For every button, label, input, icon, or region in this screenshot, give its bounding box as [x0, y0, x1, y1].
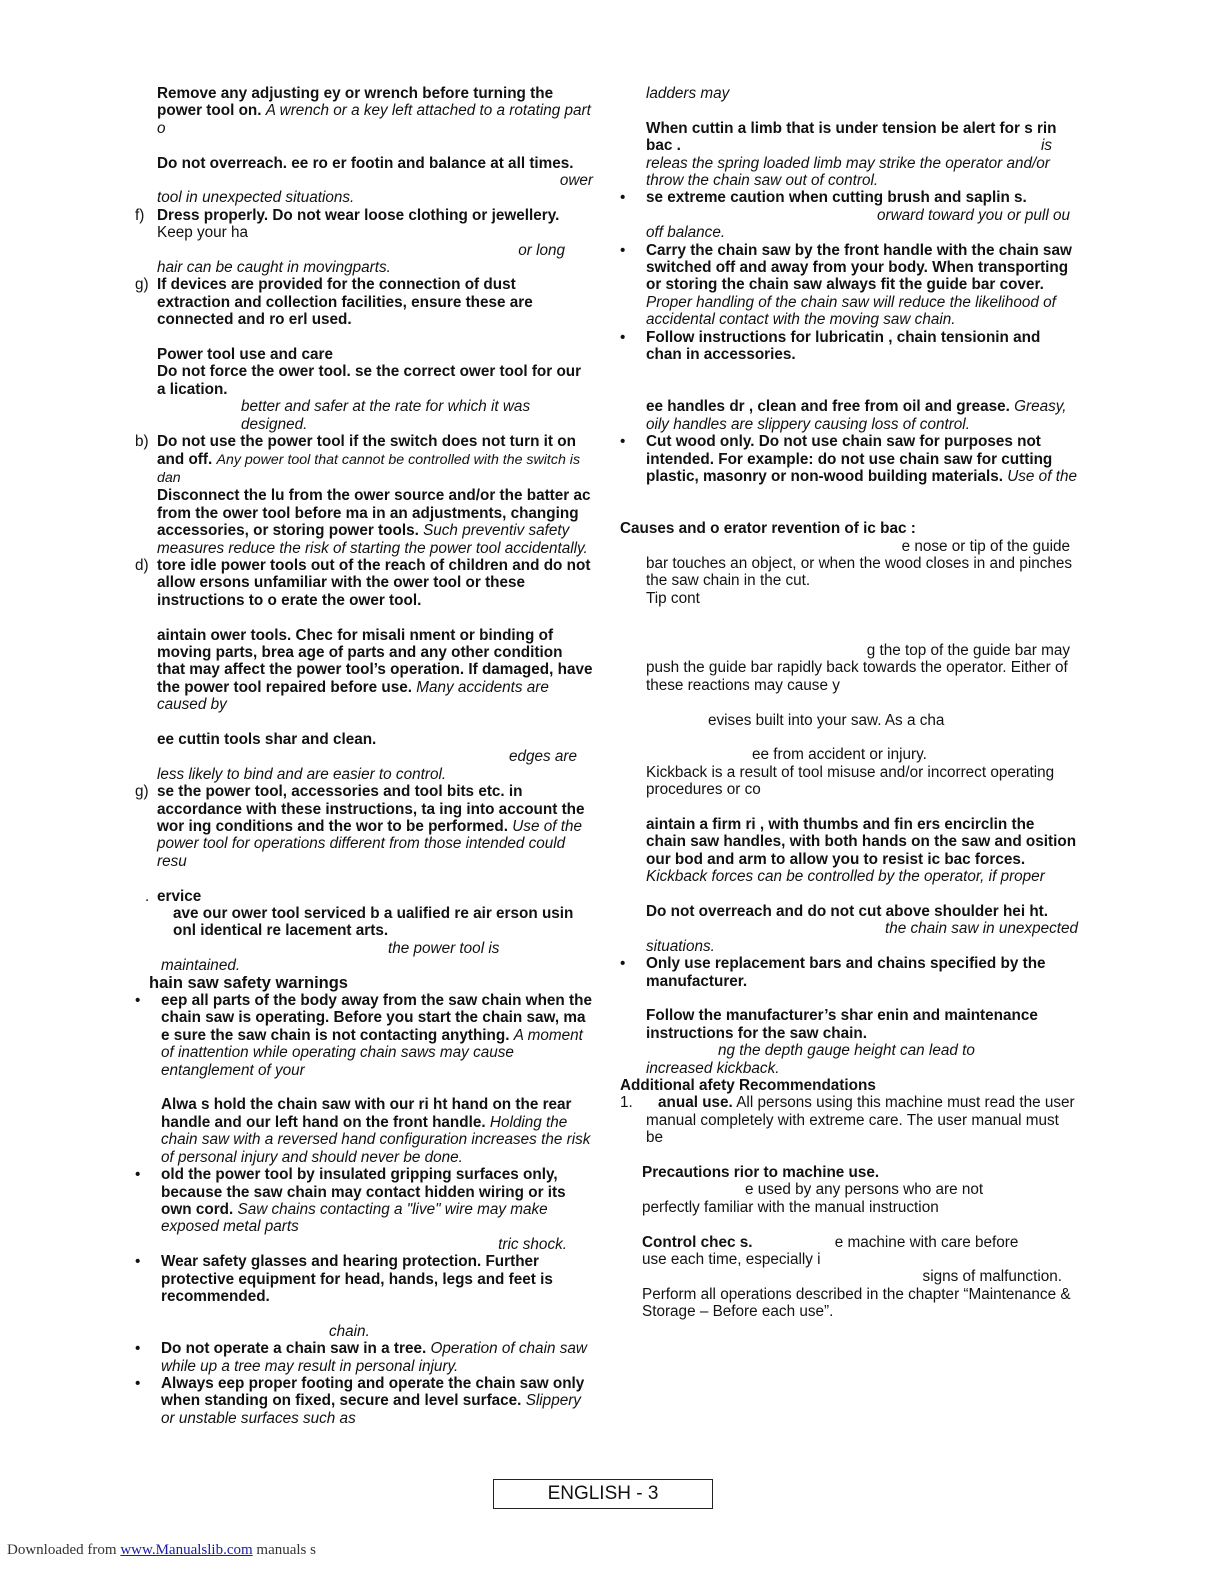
chain-heading: hain saw safety warnings [149, 973, 348, 992]
kickback-p1-right: e nose or tip of the guide [901, 537, 1070, 555]
use-italic: Use of the power tool for operations different from those intended could resu [157, 818, 582, 870]
sharp-item [135, 731, 593, 748]
disconnect-item [135, 487, 593, 557]
dust-item [135, 276, 593, 328]
manual-item [620, 1094, 1078, 1146]
overreach-italic-1: ower [559, 172, 593, 190]
wood-item [620, 433, 1078, 485]
store-marker: d) [135, 556, 149, 574]
sharpen-bold: Follow the manufacturer’s shar enin and maintenance instructions for the saw chain. [646, 1007, 1038, 1042]
bullet-icon: • [135, 1374, 141, 1392]
disconnect-bold: Disconnect the lu from the ower source and/or the batter ac from the ower tool before ma in an adjustments, changing accessories, or storing power tools. [157, 487, 591, 540]
always-bold: Alwa s hold the chain saw with our ri ht hand on the rear handle and our left hand on the front handle. [161, 1096, 572, 1131]
hold-item [135, 1166, 593, 1236]
sharpen-italic-line [620, 1042, 1078, 1059]
grip-italic: Kickback forces can be controlled by the operator, if proper [646, 868, 1045, 886]
manual-marker: 1. [620, 1094, 633, 1112]
download-prefix: Downloaded from [7, 1542, 117, 1558]
force-item [135, 363, 593, 398]
control-text-3: signs of malfunction. [922, 1268, 1062, 1286]
limb-bold: When cuttin a limb that is under tension be alert for s rin bac . [646, 119, 1057, 155]
overreach-bold: Do not overreach. ee ro er footin and balance at all times. [157, 154, 574, 172]
force-italic: better and safer at the rate for which it was designed. [241, 398, 531, 433]
tree-bold: Do not operate a chain saw in a tree. [161, 1340, 427, 1358]
bullet-icon: • [620, 328, 626, 346]
hold-italic-line [135, 1236, 593, 1253]
limb-italic-1: is [1040, 137, 1052, 155]
dust-bold: If devices are provided for the connection of dust extraction and collection facilities, ensure these are connected and ro erl used. [157, 276, 533, 329]
glasses-bold: Wear safety glasses and hearing protection. Further protective equipment for head, hands, legs and feet is recommended. [161, 1253, 553, 1305]
limb-italic-line [620, 137, 1078, 154]
dust-marker: g) [135, 276, 149, 294]
sharp-bold: ee cuttin tools shar and clean. [157, 730, 377, 748]
bullet-icon: • [135, 1340, 141, 1358]
bullet-icon: • [620, 241, 626, 259]
shoulder-italic-line2 [620, 938, 1078, 955]
disconnect-italic: Such preventiv safety measures reduce the risk of starting the power tool accidentally. [157, 522, 588, 557]
maintain-item [135, 627, 593, 714]
store-bold: tore idle power tools out of the reach of children and do not allow ersons unfamiliar with the ower tool or these instructions to o erate the ower tool. [157, 556, 591, 609]
service-marker: . [145, 887, 150, 905]
wood-italic: Use of the [1007, 467, 1077, 485]
glasses-item [135, 1253, 593, 1305]
service-title-line [135, 888, 593, 905]
store-item [135, 557, 593, 609]
precautions-bold: Precautions rior to machine use. [642, 1164, 880, 1181]
service-bold: ave our ower tool serviced b a ualified re air erson usin onl identical re lacement arts. [173, 905, 574, 940]
always-item [135, 1096, 593, 1166]
control-text-1: e machine with care before [834, 1233, 1019, 1251]
dress-italic-1: or long [518, 241, 565, 259]
page-number-box [493, 1479, 713, 1509]
grip-bold: aintain a firm ri , with thumbs and fin ers encirclin the chain saw handles, with both hands on the saw and osition our bod and arm to allow you to resist ic bac forces. [646, 815, 1077, 868]
sharpen-italic-line2 [620, 1060, 1078, 1077]
bullet-icon: • [135, 1253, 141, 1271]
sharp-italic-2: less likely to bind and are easier to control. [157, 765, 447, 783]
dress-item [135, 207, 593, 242]
replacement-bold: Only use replacement bars and chains specified by the manufacturer. [646, 955, 1046, 990]
service-italic-line [135, 940, 593, 957]
precautions-item [620, 1164, 1078, 1181]
use-item [135, 783, 593, 870]
brush-item [620, 189, 1078, 206]
shoulder-bold: Do not overreach and do not cut above shoulder hei ht. [646, 902, 1049, 920]
brush-italic-line2 [620, 224, 1078, 241]
lube-bold: Follow instructions for lubricatin , chain tensionin and chan in accessories. [646, 328, 1041, 364]
switch-italic: Any power tool that cannot be controlled with the switch is dan [157, 451, 581, 486]
handles-item [620, 398, 1078, 433]
dress-italic-2: hair can be caught in movingparts. [157, 259, 391, 277]
service-title: ervice [157, 887, 202, 905]
bullet-icon: • [135, 992, 141, 1010]
control-item [620, 1234, 1078, 1251]
maintain-italic: Many accidents are caused by [157, 678, 549, 714]
handles-bold: ee handles dr , clean and free from oil and grease. [646, 398, 1010, 416]
grip-item [620, 816, 1078, 886]
overreach-italic-line [135, 172, 593, 189]
additional-heading: Additional afety Recommendations [620, 1076, 876, 1094]
keep-bold: eep all parts of the body away from the saw chain when the chain saw is operating. Before you start the chain saw, ma e sure the saw chain is not contacting anything. [161, 992, 592, 1044]
precautions-text-2: perfectly familiar with the manual instruction [642, 1198, 939, 1216]
kickback-p5: Kickback is a result of tool misuse and/or incorrect operating procedures or co [646, 763, 1055, 799]
brush-bold: se extreme caution when cutting brush and saplin s. [646, 189, 1027, 207]
switch-bold: Do not use the power tool if the switch does not turn it on and off. [157, 433, 576, 468]
left-column [135, 85, 593, 1427]
brush-italic-line [620, 207, 1078, 224]
sharp-italic-1: edges are [508, 748, 577, 766]
hold-italic-1: Saw chains contacting a "live" wire may make exposed metal parts [161, 1200, 548, 1236]
sharp-italic-line [135, 748, 593, 765]
footing-italic: Slippery or unstable surfaces such as [161, 1392, 581, 1427]
precautions-text-1: e used by any persons who are not [745, 1181, 984, 1199]
force-bold: Do not force the ower tool. se the correct ower tool for our a lication. [157, 363, 582, 398]
kickback-p1: bar touches an object, or when the wood closes in and pinches the saw chain in the cut. [646, 554, 1073, 590]
sharp-italic-line2 [135, 766, 593, 783]
sharpen-italic-1: ng the depth gauge height can lead to [718, 1042, 975, 1060]
carry-item [620, 242, 1078, 329]
brush-italic-1: orward toward you or pull ou [876, 206, 1070, 224]
dress-italic-line2 [135, 259, 593, 276]
control-text-2: use each time, especially i [642, 1251, 821, 1269]
limb-italic-line2 [620, 155, 1078, 190]
carry-italic: Proper handling of the chain saw will reduce the likelihood of accidental contact with the moving saw chain. [646, 293, 1056, 329]
care-heading: Power tool use and care [157, 346, 333, 364]
right-column [620, 85, 1078, 1321]
service-italic-line2 [135, 957, 593, 974]
service-italic-2: maintained. [161, 957, 241, 975]
maintain-bold: aintain ower tools. Chec for misali nment or binding of moving parts, brea age of parts and any other condition that may affect the power tool’s operation. If damaged, have the power tool repaired before use. [157, 626, 593, 696]
overreach-italic-2: tool in unexpected situations. [157, 189, 355, 207]
manualslib-link[interactable]: www.Manualslib.com [120, 1542, 253, 1558]
footing-item [135, 1375, 593, 1427]
manual-bold: anual use. [658, 1094, 733, 1112]
kickback-heading: Causes and o erator revention of ic bac : [620, 520, 916, 538]
sharpen-italic-2: increased kickback. [646, 1059, 780, 1077]
kickback-p2: push the guide bar rapidly back towards the operator. Either of these reactions may cause y [646, 659, 1068, 694]
hold-bold: old the power tool by insulated gripping surfaces only, because the saw chain may contact hidden wiring or its own cord. [161, 1166, 566, 1218]
bullet-icon: • [620, 433, 626, 451]
shoulder-italic-2: situations. [646, 937, 715, 955]
switch-item [135, 433, 593, 487]
handles-italic: Greasy, oily handles are slippery causing loss of control. [646, 398, 1067, 433]
remove-key-italic: A wrench or a key left attached to a rotating part o [157, 102, 591, 137]
switch-marker: b) [135, 433, 149, 451]
service-item [135, 905, 593, 940]
control-text-4: Perform all operations described in the chapter “Maintenance & Storage – Before each use”. [642, 1285, 1071, 1321]
brush-italic-2: off balance. [646, 224, 726, 242]
dress-italic-line [135, 242, 593, 259]
hold-italic-2: tric shock. [498, 1235, 567, 1253]
kickback-p1b: Tip cont [646, 589, 700, 607]
kickback-p3: evises built into your saw. As a cha [708, 711, 945, 729]
tree-item [135, 1340, 593, 1375]
limb-italic-2: releas the spring loaded limb may strike the operator and/or throw the chain saw out of control. [646, 154, 1050, 190]
remove-key-bold: Remove any adjusting ey or wrench before turning the power tool on. [157, 85, 554, 120]
always-italic: Holding the chain saw with a reversed hand configuration increases the risk of personal injury and should never be done. [161, 1113, 591, 1166]
dress-bold: Dress properly. Do not wear loose clothing or jewellery. [157, 206, 560, 224]
footing-bold: Always eep proper footing and operate the chain saw only when standing on fixed, secure and level surface. [161, 1374, 585, 1410]
chain-italic-line [135, 1323, 593, 1340]
overreach-item [135, 155, 593, 172]
keep-italic: A moment of inattention while operating chain saws may cause entanglement of your [161, 1026, 583, 1079]
replacement-item [620, 955, 1078, 990]
tree-italic: Operation of chain saw while up a tree may result in personal injury. [161, 1340, 587, 1375]
manual-text: All persons using this machine must read the user manual completely with extreme care. The user manual must be [646, 1094, 1075, 1147]
lube-item [620, 329, 1078, 364]
ladders-italic: ladders may [646, 85, 730, 102]
force-italic-line [135, 398, 593, 433]
control-bold: Control chec s. [642, 1233, 753, 1251]
bullet-icon: • [135, 1166, 141, 1184]
remove-key-item [135, 85, 593, 137]
bullet-icon: • [620, 189, 626, 207]
bullet-icon: • [620, 955, 626, 973]
shoulder-item [620, 903, 1078, 920]
ladders-line [620, 85, 1078, 102]
dress-marker: f) [135, 206, 145, 224]
overreach-italic-line2 [135, 189, 593, 206]
use-marker: g) [135, 783, 149, 801]
chain-italic: chain. [329, 1322, 370, 1340]
keep-item [135, 992, 593, 1079]
download-suffix: manuals s [256, 1542, 316, 1558]
download-footer [7, 1542, 316, 1559]
kickback-p4: ee from accident or injury. [752, 746, 927, 764]
shoulder-italic-1: the chain saw in unexpected [884, 920, 1078, 938]
carry-bold: Carry the chain saw by the front handle with the chain saw switched off and away from your body. When transporting or storing the chain saw always fit the guide bar cover. [646, 241, 1072, 294]
page-number: ENGLISH - 3 [547, 1483, 659, 1504]
service-italic-1: the power tool is [388, 939, 500, 957]
shoulder-italic-line [620, 920, 1078, 937]
dress-text: Keep your ha [157, 224, 248, 242]
kickback-p2-right: g the top of the guide bar may [866, 641, 1070, 659]
use-bold: se the power tool, accessories and tool bits etc. in accordance with these instructions, ta ing into account the wor ing conditions and the wor to be performed. [157, 783, 585, 835]
wood-bold: Cut wood only. Do not use chain saw for purposes not intended. For example: do not use chain saw for cutting plastic, masonry or non-wood building materials. [646, 433, 1053, 485]
sharpen-item [620, 1007, 1078, 1042]
